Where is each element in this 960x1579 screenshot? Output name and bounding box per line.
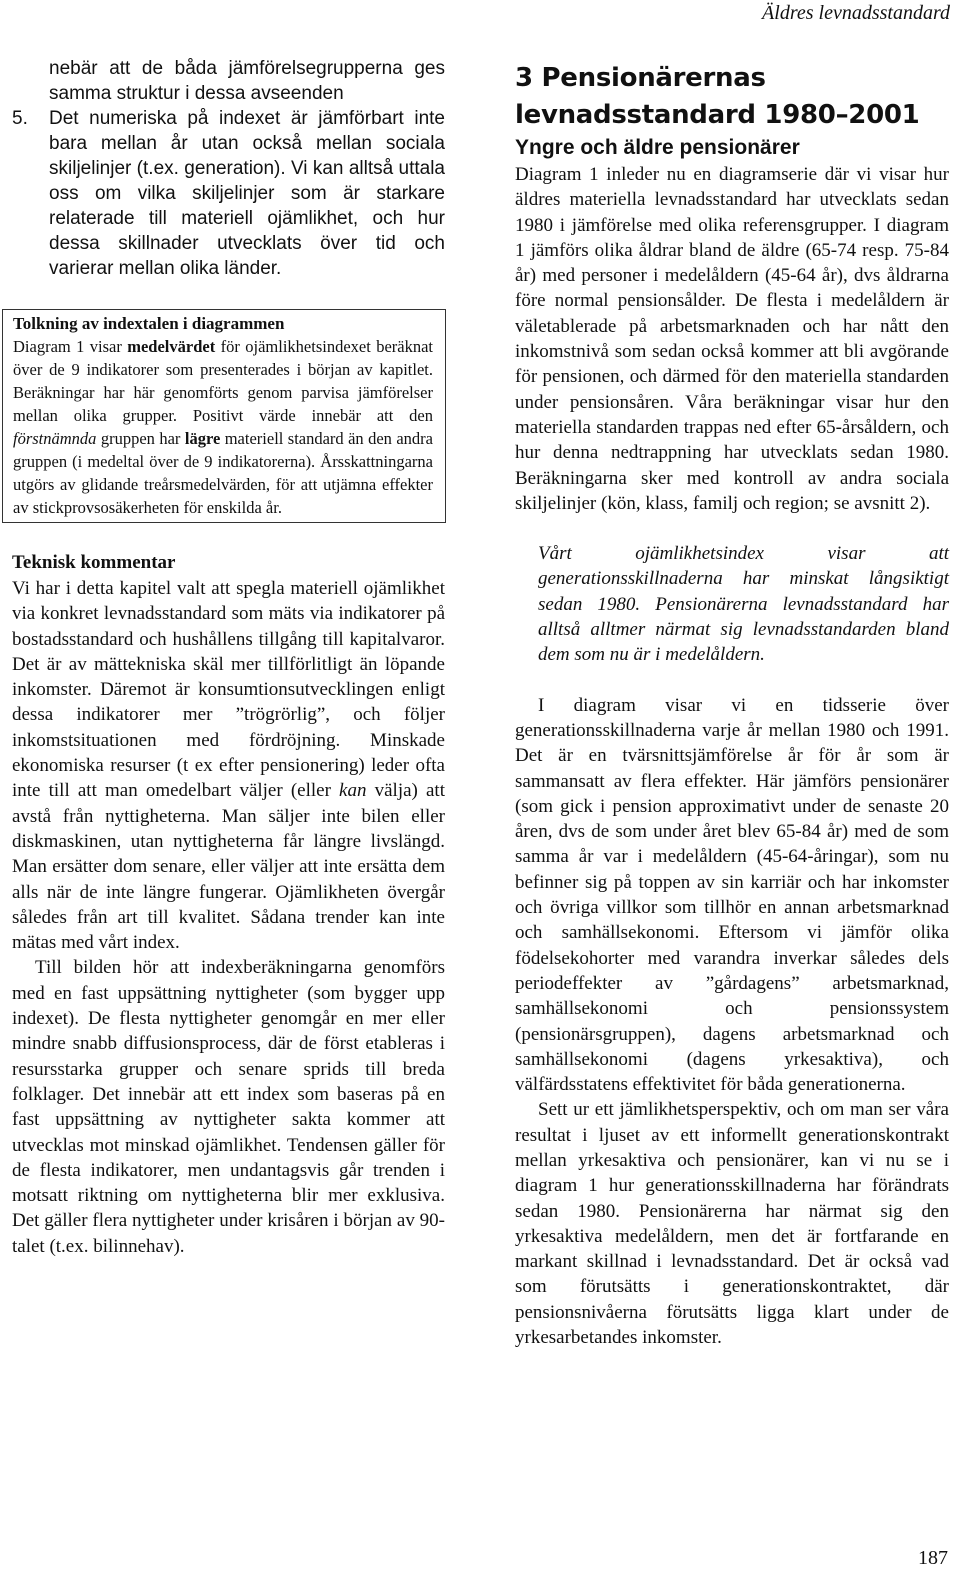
box-title: Tolkning av indextalen i diagrammen	[13, 314, 285, 333]
section-title: Yngre och äldre pensionärer	[515, 136, 800, 159]
body-text: Vi har i detta kapitel valt att spegla materiell ojämlikhet via konkret levnadsstandard som mäts via indikatorer på bostadsstandard och hushållens tillgång till kapitalvaror. Det är av mättekniska skäl mer tillförlitligt än löpande inkomster. Däremot är konsumtionsutvecklingen enligt dessa indikatorer mer ”trögrörlig”, och följer inkomstsituationen med fördröjning. Minskade ekonomiska resurser (t ex efter pensionering) leder ofta inte till att man omedelbart väljer (eller	[12, 578, 445, 802]
list-number: 5.	[12, 108, 28, 129]
box-text: materiell standard än den andra gruppen (i medeltal över de 9 indikatorerna). Årsskattningarna utgörs av glidande treårsmedelvärden, för att utjämna effekter av stickprovsosäkerheten för enskilda år.	[13, 429, 433, 517]
body-paragraph-2: I diagram visar vi en tidsserie över generationsskillnaderna varje år mellan 1980 och 1991. Det är en tvärsnittsjämförelse år för år som är sammansatt av flera effekter. Här jämförs pensionärer (som gick i pension approximativt under de senaste 20 åren, dvs de som under året blev 65-84 år) med de som samma år var i medelåldern (45-64-åringar), som nu befinner sig på toppen av sin karriär och har inkomster och övriga villkor som tillhör en annan arbetsmarknad och samhällsekonomi. Eftersom vi jämför olika födelsekohorter med varandra inverkar således dels periodeffekter av ”gårdagens” arbetsmarknad, samhällsekonomi och pensionssystem (pensionärsgruppen), dagens arbetsmarknad och samhällsekonomi (dagens yrkesaktiva), och välfärdsstatens effektivitet för båda generationerna.	[515, 694, 949, 1096]
body-paragraph-1: Diagram 1 inleder nu en diagramserie där vi visar hur äldres materiella levnadsstandard har utvecklats sedan 1980 i jämförelse med olika referensgrupper. I diagram 1 jämförs olika åldrar bland de äldre (65-74 resp. 75-84 år) med personer i medelåldern (45-64 år), dvs åldrarna före normal pensionsålder. De flesta i medelåldern är väletablerade på arbetsmarknaden och har nått den inkomstnivå som sedan också kommer att bli avgörande för pensionen, och därmed för den materiella standarden under pensionsåren. Våra beräkningar visar hur den materiella standarden trappas ned efter 65-årsåldern, och hur denna nedtrappning har utvecklats sedan 1980. Beräkningarna sker med kontroll av andra sociala skiljelinjer (kön, klass, familj och region; se avsnitt 2).	[515, 164, 949, 514]
box-text: Diagram 1 visar	[13, 337, 128, 356]
technical-comment-heading: Teknisk kommentar	[12, 552, 176, 573]
technical-comment-paragraph-2: Till bilden hör att indexberäkningarna genomförs med en fast uppsättning nyttigheter (som bygger upp indexet). De flesta nyttigheter genomgår en mer eller mindre snabb diffusionsprocess, där de först etableras i resursstarka grupper och senare sprids till breda folklager. Det innebär att ett index som baseras på en fast uppsättning av nyttigheter sakta kommer att utvecklas mot minskad ojämlikhet. Tendensen gäller för de flesta indikatorer, men undantagsvis går trenden i motsatt riktning om nyttigheterna blir mer exklusiva. Det gäller flera nyttigheter under krisåren i början av 90-talet (t.ex. bilinnehav).	[12, 957, 445, 1257]
italic-kan: kan	[339, 780, 367, 802]
body-text: välja) att avstå från nyttigheterna. Man säljer inte bilen eller diskmaskinen, utan nyttigheterna får längre livslängd. Man ersätter dom senare, eller väljer att inte ersätta dem alls när de inte längre fungerar. Ojämlikheten övergår således från art till kvalitet. Sådana trender kan inte mätas med vårt index.	[12, 780, 445, 954]
box-bold-medelvardet: medelvärdet	[127, 337, 216, 356]
page-number: 187	[918, 1547, 948, 1569]
box-italic-forstnamnda: förstnämnda	[13, 429, 97, 448]
running-header: Äldres levnadsstandard	[762, 2, 950, 24]
list-item-text: Det numeriska på indexet är jämförbart inte bara mellan år utan också mellan sociala skiljelinjer (t.ex. generation). Vi kan alltså uttala oss om vilka skiljelinjer som är starkare relaterade till materiell ojämlikhet, och hur dessa skillnader utvecklats över tid och varierar mellan olika länder.	[49, 108, 445, 279]
box-text: för ojämlikhetsindexet beräknat över de 9 indikatorer som presenterades i början av kapitlet. Beräkningar har här genomförts genom parvisa jämförelser mellan olika grupper. Positivt värde innebär att den	[13, 337, 433, 425]
chapter-title: 3 Pensionärernas levnadsstandard 1980–2001	[515, 63, 920, 130]
body-paragraph-3: Sett ur ett jämlikhetsperspektiv, och om man ser våra resultat i ljuset av ett informellt generationskontrakt mellan yrkesaktiva och pensionärer, kan vi nu se i diagram 1 hur generationsskillnaderna har förändrats sedan 1980. Pensionärerna har närmat sig den yrkesaktiva medelåldern, men det är fortfarande en markant skillnad i levnadsstandard. Det är också vad som förutsätts i generationskontraktet, där pensionsnivåerna förutsätts ligga klart under de yrkesarbetandes inkomster.	[515, 1099, 949, 1349]
box-paragraph	[13, 335, 433, 519]
highlight-quote: Vårt ojämlikhetsindex visar att generationsskillnaderna har minskat långsiktigt sedan 1980. Pensionärerna levnadsstandard har alltså alltmer närmat sig levnadsstandarden bland dem som nu är i medelåldern.	[538, 543, 949, 666]
technical-comment-paragraph-1	[12, 576, 445, 955]
interpretation-box	[2, 309, 446, 523]
left-column	[12, 56, 445, 1259]
right-column	[515, 60, 949, 1350]
box-bold-lagre: lägre	[184, 429, 221, 448]
box-text: gruppen har	[96, 429, 185, 448]
list-item-5	[12, 106, 445, 281]
intro-continuation: nebär att de båda jämförelsegrupperna ges samma struktur i dessa avseenden	[49, 58, 445, 104]
